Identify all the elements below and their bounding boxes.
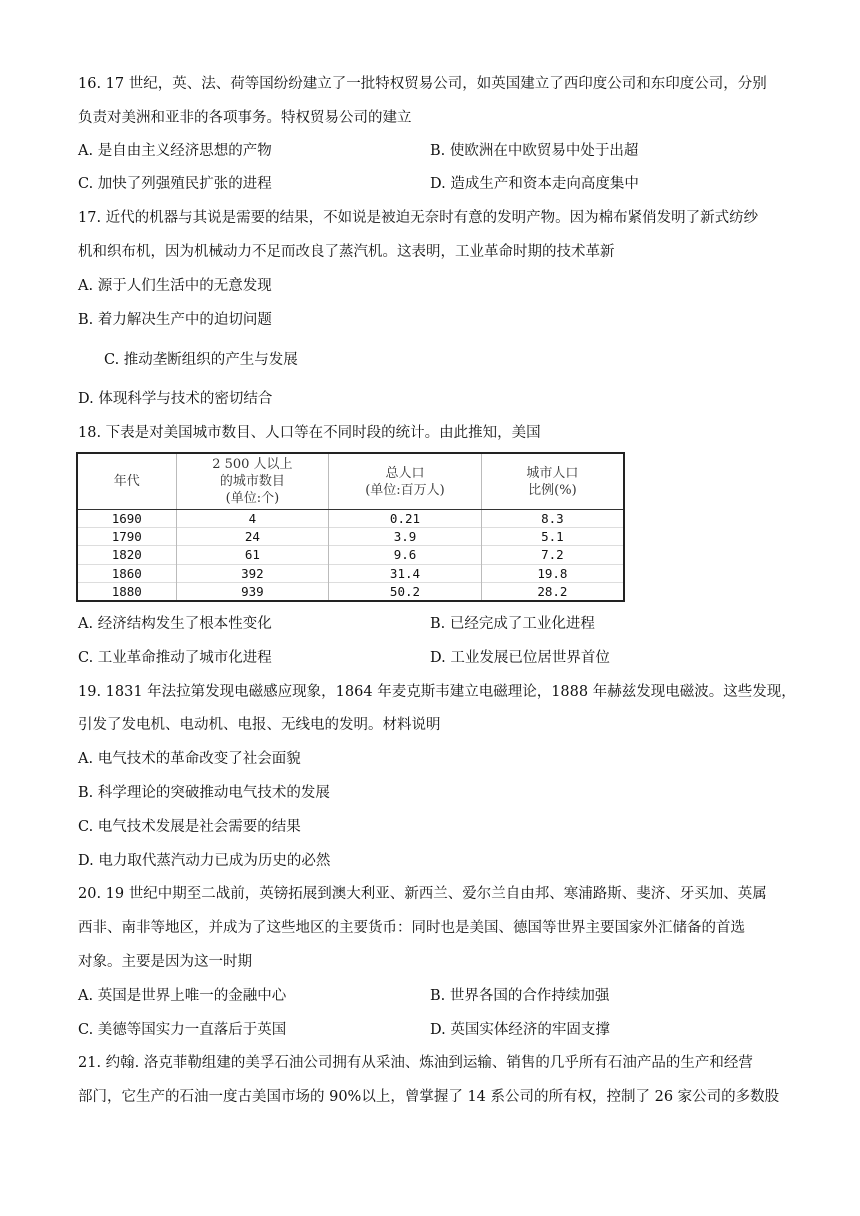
q16-option-c: C. 加快了列强殖民扩张的进程 xyxy=(78,176,272,192)
q16-stem-line1: 16. 17 世纪，英、法、荷等国纷纷建立了一批特权贸易公司，如英国建立了西印度公司和东印度公司，分别 xyxy=(78,76,767,92)
q17-option-a: A. 源于人们生活中的无意发现 xyxy=(78,278,272,294)
q17-option-d: D. 体现科学与技术的密切结合 xyxy=(78,391,273,407)
q19-option-b: B. 科学理论的突破推动电气技术的发展 xyxy=(78,785,330,801)
table-row xyxy=(78,510,623,528)
q18-option-b: B. 已经完成了工业化进程 xyxy=(430,616,595,632)
q16-stem-line2: 负责对美洲和亚非的各项事务。特权贸易公司的建立 xyxy=(78,110,412,126)
q20-option-a: A. 英国是世界上唯一的金融中心 xyxy=(78,988,287,1004)
city-statistics-table xyxy=(76,452,625,602)
table-row xyxy=(78,582,623,600)
q17-option-b: B. 着力解决生产中的迫切问题 xyxy=(78,312,272,328)
q21-stem-line1: 21. 约翰. 洛克菲勒组建的美孚石油公司拥有从采油、炼油到运输、销售的几乎所有石油产品的生产和经营 xyxy=(78,1055,753,1071)
table-cell: 1790 xyxy=(78,528,176,546)
table-cell: 28.2 xyxy=(481,582,623,600)
q19-stem-line2: 引发了发电机、电动机、电报、无线电的发明。材料说明 xyxy=(78,717,441,733)
table-cell: 1690 xyxy=(78,510,176,528)
table-cell: 3.9 xyxy=(329,528,482,546)
table-header-year: 年代 xyxy=(78,454,176,510)
table-row xyxy=(78,546,623,564)
q20-option-b: B. 世界各国的合作持续加强 xyxy=(430,988,610,1004)
q18-option-d: D. 工业发展已位居世界首位 xyxy=(430,650,610,666)
table-row xyxy=(78,564,623,582)
table-cell: 1820 xyxy=(78,546,176,564)
q16-option-d: D. 造成生产和资本走向高度集中 xyxy=(430,176,639,192)
table-cell: 61 xyxy=(176,546,329,564)
table-cell: 939 xyxy=(176,582,329,600)
table-cell: 19.8 xyxy=(481,564,623,582)
q21-stem-line2: 部门，它生产的石油一度古美国市场的 90%以上，曾掌握了 14 系公司的所有权，控制了 26 家公司的多数股 xyxy=(78,1089,780,1105)
q17-option-c: C. 推动垄断组织的产生与发展 xyxy=(104,352,298,368)
q19-option-a: A. 电气技术的革命改变了社会面貌 xyxy=(78,751,301,767)
q17-stem-line2: 机和织布机，因为机械动力不足而改良了蒸汽机。这表明，工业革命时期的技术革新 xyxy=(78,244,615,260)
table-cell: 1880 xyxy=(78,582,176,600)
table-cell: 8.3 xyxy=(481,510,623,528)
table-cell: 50.2 xyxy=(329,582,482,600)
table-cell: 392 xyxy=(176,564,329,582)
table-header-city-count: 2 500 人以上 的城市数目 (单位:个) xyxy=(176,454,329,510)
table-cell: 7.2 xyxy=(481,546,623,564)
table-cell: 31.4 xyxy=(329,564,482,582)
q20-option-c: C. 美德等国实力一直落后于英国 xyxy=(78,1022,287,1038)
q19-option-d: D. 电力取代蒸汽动力已成为历史的必然 xyxy=(78,853,331,869)
table-header-urban-ratio: 城市人口 比例(%) xyxy=(481,454,623,510)
table-cell: 0.21 xyxy=(329,510,482,528)
q19-stem-line1: 19. 1831 年法拉第发现电磁感应现象，1864 年麦克斯韦建立电磁理论，1888 年赫兹发现电磁波。这些发现， xyxy=(78,684,796,700)
q20-stem-line3: 对象。主要是因为这一时期 xyxy=(78,954,252,970)
table-cell: 1860 xyxy=(78,564,176,582)
q19-option-c: C. 电气技术发展是社会需要的结果 xyxy=(78,819,301,835)
q20-stem-line1: 20. 19 世纪中期至二战前，英镑拓展到澳大利亚、新西兰、爱尔兰自由邦、寒浦路斯、斐济、牙买加、英属 xyxy=(78,886,767,902)
q17-stem-line1: 17. 近代的机器与其说是需要的结果，不如说是被迫无奈时有意的发明产物。因为棉布紧俏发明了新式纺纱 xyxy=(78,210,759,226)
q18-option-c: C. 工业革命推动了城市化进程 xyxy=(78,650,272,666)
table-cell: 5.1 xyxy=(481,528,623,546)
q20-option-d: D. 英国实体经济的牢固支撑 xyxy=(430,1022,610,1038)
q16-option-b: B. 使欧洲在中欧贸易中处于出超 xyxy=(430,143,639,159)
table-header-population: 总人口 (单位:百万人) xyxy=(329,454,482,510)
table-cell: 24 xyxy=(176,528,329,546)
table-cell: 9.6 xyxy=(329,546,482,564)
q20-stem-line2: 西非、南非等地区，并成为了这些地区的主要货币：同时也是美国、德国等世界主要国家外汇储备的首选 xyxy=(78,920,745,936)
table-cell: 4 xyxy=(176,510,329,528)
q18-stem: 18. 下表是对美国城市数目、人口等在不同时段的统计。由此推知，美国 xyxy=(78,425,541,441)
q18-option-a: A. 经济结构发生了根本性变化 xyxy=(78,616,272,632)
table-row xyxy=(78,528,623,546)
q16-option-a: A. 是自由主义经济思想的产物 xyxy=(78,143,272,159)
